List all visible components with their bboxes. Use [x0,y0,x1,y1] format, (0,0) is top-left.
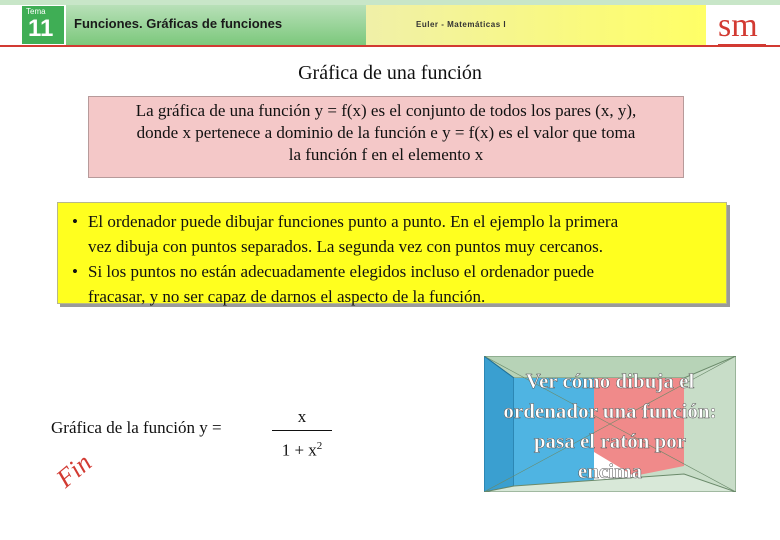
definition-line: donde x pertenece a dominio de la función e y = f(x) es el valor que toma [136,123,636,142]
info-bullet-line: • Si los puntos no están adecuadamente elegidos incluso el ordenador puede [88,262,595,281]
logo-underline [718,44,766,46]
denominator-base: 1 + x [281,440,317,460]
page-title: Gráfica de una función [298,62,482,84]
fin-label: Fin [50,447,98,494]
hover-caption-line: ordenador una función: [503,399,717,423]
fraction-denominator [272,435,332,462]
fraction-numerator: x [297,407,307,426]
header-subtitle: Euler - Matemáticas I [416,20,507,29]
definition-line: la función f en el elemento x [288,145,484,164]
info-bullet-line: vez dibuja con puntos separados. La segunda vez con puntos muy cercanos. [88,237,604,256]
function-fraction [272,406,332,462]
info-list [70,209,716,309]
function-label: Gráfica de la función y = [51,418,222,437]
info-box [57,202,727,304]
definition-box [88,96,684,178]
sm-logo: sm [718,7,758,44]
tema-label: Tema [26,7,46,16]
fraction-bar [272,430,332,431]
denominator-exponent: 2 [316,440,323,452]
definition-line: La gráfica de una función y = f(x) es el conjunto de todos los pares (x, y), [135,101,637,120]
hover-caption-line: Ver cómo dibuja el [525,369,695,393]
info-bullet-line: fracasar, y no ser capaz de darnos el aspecto de la función. [88,287,486,306]
header-divider [0,45,780,47]
header-title: Funciones. Gráficas de funciones [74,16,283,31]
header-bar [0,0,780,52]
tema-number: 11 [28,15,54,42]
tema-badge [22,6,64,44]
hover-caption-line: pasa el ratón por [533,429,687,453]
fin-button[interactable] [50,446,130,516]
hover-caption-line: encima [577,459,643,483]
info-bullet [70,209,716,259]
hover-area[interactable] [484,356,736,492]
info-bullet-line: • El ordenador puede dibujar funciones punto a punto. En el ejemplo la primera [88,212,619,231]
info-bullet [70,259,716,309]
hover-caption [484,366,736,486]
